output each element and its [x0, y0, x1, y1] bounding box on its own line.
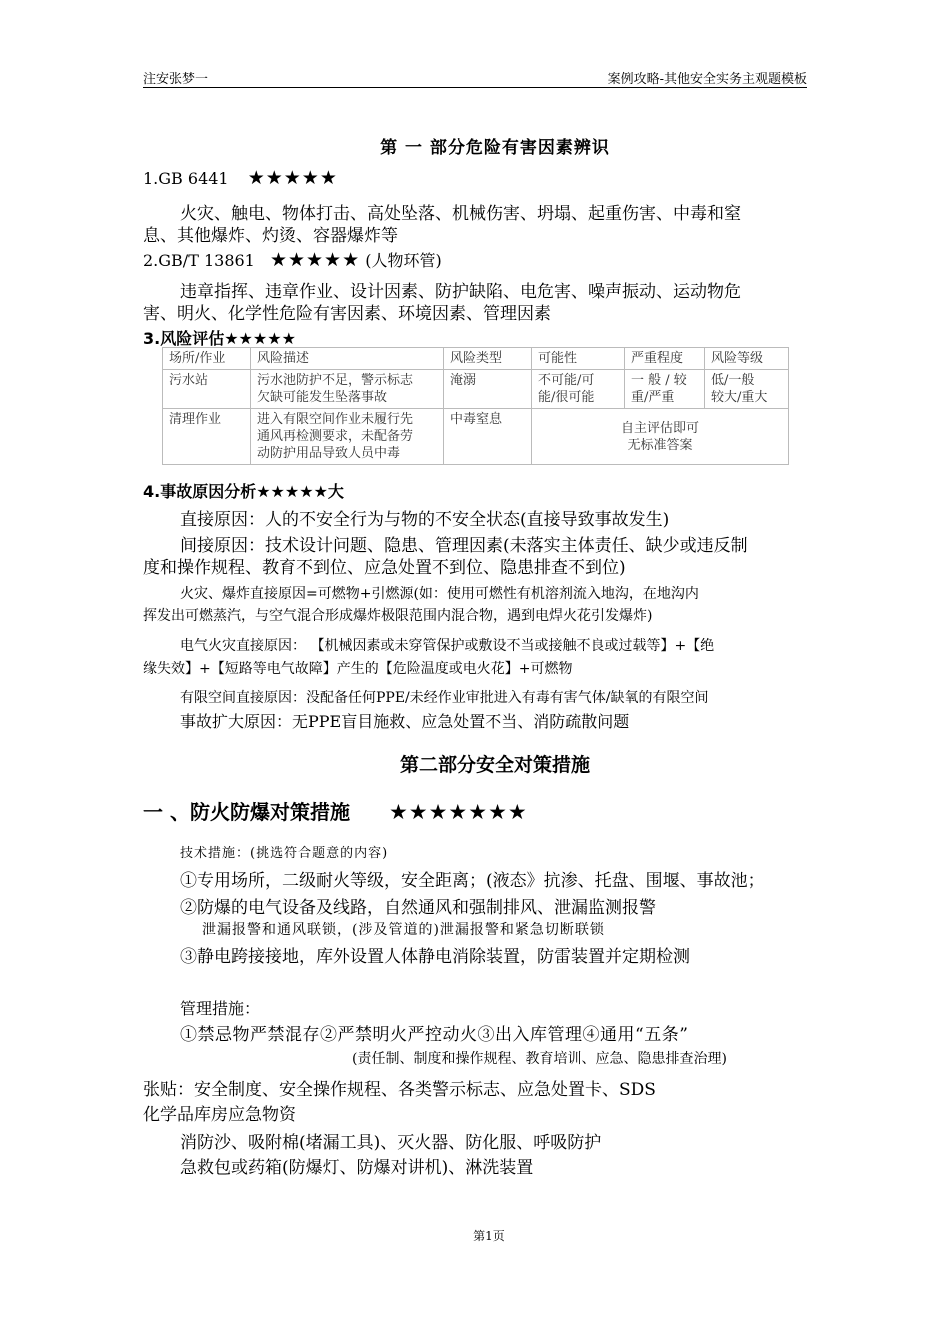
mgmt-measure-1: ①禁忌物严禁混存②严禁明火严控动火③出入库管理④通用“五条”	[180, 1025, 689, 1045]
gb13861-line2: 害、明火、化学性危险有害因素、环境因素、管理因素	[143, 304, 551, 324]
fire-cause-line2: 挥发出可燃蒸汽，与空气混合形成爆炸极限范围内混合物，遇到电焊火花引发爆炸)	[143, 608, 653, 624]
tech-measure-2-sub: 泄漏报警和通风联锁，(涉及管道的)泄漏报警和紧急切断联锁	[202, 922, 605, 938]
table-row	[163, 409, 789, 465]
header-right: 案例攻略-其他安全实务主观题模板	[607, 72, 807, 87]
table-cell: 淹溺	[444, 370, 532, 409]
cell-line: 较大/重大	[711, 390, 768, 405]
cell-line: 无标准答案	[627, 437, 693, 453]
tech-measure-1: ①专用场所，二级耐火等级，安全距离；(液态》抗渗、托盘、围堰、事故池；	[180, 871, 765, 891]
fire-explosion-stars: ★★★★★★★	[388, 800, 528, 824]
table-cell: 中毒窒息	[444, 409, 532, 465]
cell-line: 动防护用品导致人员中毒	[257, 446, 401, 461]
cell-line: 自主评估即可	[620, 420, 699, 436]
page-number: 第1页	[473, 1229, 505, 1243]
mgmt-measure-1-sub: (责任制、制度和操作规程、教育培训、应急、隐患排查治理)	[352, 1051, 727, 1067]
cell-line: 一 般 / 较	[631, 373, 687, 388]
cell-line: 重/严重	[631, 390, 675, 405]
table-cell: 污水站	[163, 370, 251, 409]
gb6441-stars: ★★★★★	[247, 167, 338, 189]
emergency-supplies-1: 消防沙、吸附棉(堵漏工具)、灭火器、防化服、呼吸防护	[180, 1133, 602, 1153]
table-header: 风险类型	[444, 348, 532, 370]
direct-cause: 直接原因：人的不安全行为与物的不安全状态(直接导致事故发生)	[180, 510, 670, 530]
accident-cause-title: 4.事故原因分析★★★★★大	[143, 482, 344, 501]
risk-table	[162, 347, 789, 465]
accident-expansion-cause: 事故扩大原因：无PPE盲目施救、应急处置不当、消防疏散问题	[180, 712, 630, 731]
confined-space-cause: 有限空间直接原因：没配备任何PPE/未经作业审批进入有毒有害气体/缺氧的有限空间	[180, 690, 709, 706]
table-header-row	[163, 348, 789, 370]
cell-line: 通风再检测要求，未配备劳	[257, 429, 414, 444]
gb13861-line1: 违章指挥、违章作业、设计因素、防护缺陷、电危害、噪声振动、运动物危	[180, 282, 741, 302]
table-header: 可能性	[532, 348, 625, 370]
table-header: 风险等级	[705, 348, 789, 370]
table-cell	[251, 370, 444, 409]
table-cell	[532, 370, 625, 409]
table-cell	[705, 370, 789, 409]
table-row	[163, 370, 789, 409]
gb13861-stars: ★★★★★	[269, 249, 361, 271]
emergency-supplies-2: 急救包或药箱(防爆灯、防爆对讲机)、淋洗装置	[180, 1158, 534, 1178]
tech-measure-2: ②防爆的电气设备及线路，自然通风和强制排风、泄漏监测报警	[180, 898, 656, 918]
fire-explosion-heading	[143, 796, 528, 825]
table-header: 严重程度	[625, 348, 705, 370]
mgmt-measures-label: 管理措施：	[180, 999, 261, 1018]
table-cell	[251, 409, 444, 465]
warehouse-supplies-label: 化学品库房应急物资	[143, 1105, 296, 1125]
cell-line: 欠缺可能发生坠落事故	[257, 390, 388, 405]
cell-line: 低/一般	[711, 373, 755, 388]
part1-title: 第 一 部分危险有害因素辨识	[380, 138, 610, 158]
header-left: 注安张梦一	[143, 72, 209, 87]
posting-items: 张贴：安全制度、安全操作规程、各类警示标志、应急处置卡、SDS	[143, 1080, 656, 1100]
part2-title: 第二部分安全对策措施	[399, 754, 590, 776]
electric-cause-line1: 电气火灾直接原因： 【机械因素或未穿管保护或敷设不当或接触不良或过载等】+【绝	[180, 638, 715, 654]
table-header: 风险描述	[251, 348, 444, 370]
electric-cause-line2: 缘失效】+【短路等电气故障】产生的【危险温度或电火花】+可燃物	[143, 661, 573, 677]
gb6441-line1: 火灾、触电、物体打击、高处坠落、机械伤害、坍塌、起重伤害、中毒和窒	[180, 204, 741, 224]
indirect-cause-line1: 间接原因：技术设计问题、隐患、管理因素(未落实主体责任、缺少或违反制	[180, 536, 748, 556]
cell-line: 能/很可能	[538, 390, 595, 405]
fire-cause-line1: 火灾、爆炸直接原因=可燃物+引燃源(如：使用可燃性有机溶剂流入地沟，在地沟内	[180, 586, 699, 602]
gb6441-line2: 息、其他爆炸、灼烫、容器爆炸等	[143, 226, 398, 246]
table-header: 场所/作业	[163, 348, 251, 370]
indirect-cause-line2: 度和操作规程、教育不到位、应急处置不到位、隐患排查不到位)	[143, 558, 626, 578]
fire-explosion-title: 一 、防火防爆对策措施	[143, 800, 350, 824]
tech-measures-label: 技术措施：(挑选符合题意的内容)	[180, 846, 389, 861]
table-merged-cell	[532, 409, 789, 465]
cell-line: 不可能/可	[538, 373, 595, 388]
table-cell: 清理作业	[163, 409, 251, 465]
table-cell	[625, 370, 705, 409]
gb13861-note: (人物环管)	[365, 251, 442, 270]
cell-line: 污水池防护不足，警示标志	[257, 373, 414, 388]
gb13861-heading	[143, 248, 442, 271]
risk-assessment-title: 3.风险评估★★★★★	[143, 329, 296, 348]
cell-line: 进入有限空间作业未履行先	[257, 412, 414, 427]
gb6441-title: 1.GB 6441	[143, 169, 229, 188]
header-divider	[143, 87, 807, 88]
gb6441-heading	[143, 167, 338, 189]
gb13861-title: 2.GB/T 13861	[143, 251, 255, 270]
tech-measure-3: ③静电跨接接地，库外设置人体静电消除装置，防雷装置并定期检测	[180, 947, 690, 967]
